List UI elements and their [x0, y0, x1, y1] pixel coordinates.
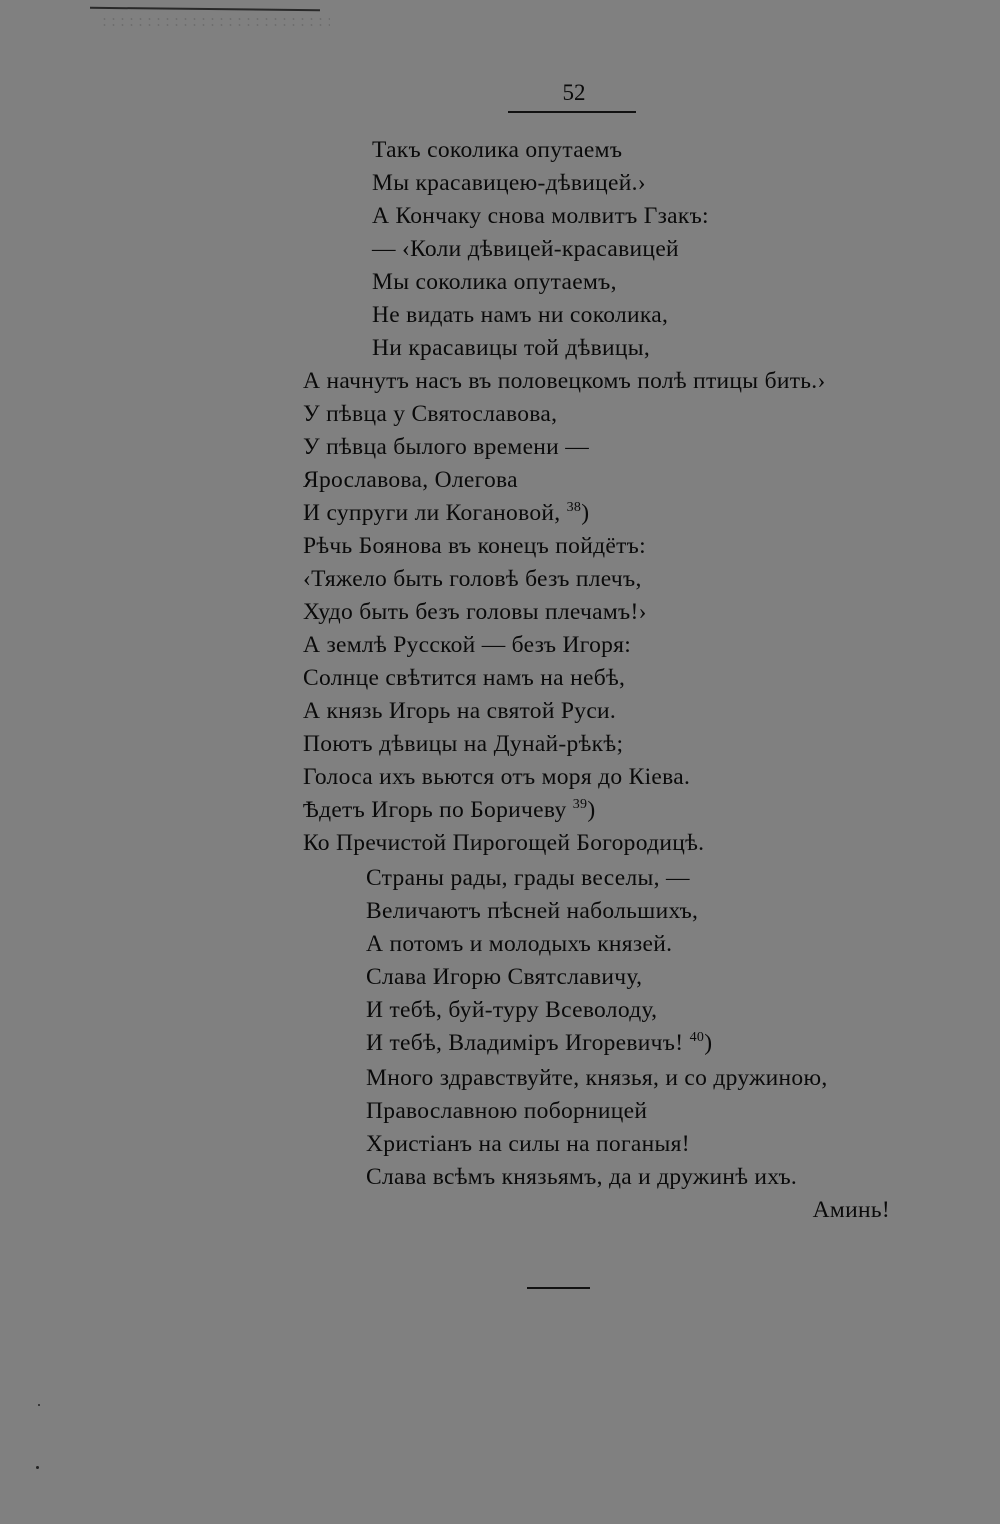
- poem-line-text: Такъ соколика опутаемъ: [372, 137, 623, 163]
- poem-line: [813, 1194, 890, 1226]
- poem-line-text: Ѣдетъ Игорь по Боричеву: [303, 797, 567, 823]
- poem-line-text: А потомъ и молодыхъ князей.: [366, 931, 673, 957]
- poem-line-text: Страны рады, грады веселы, —: [366, 865, 690, 891]
- poem-line-text: Ни красавицы той дѣвицы,: [372, 335, 651, 361]
- poem-line-text: Христіанъ на силы на поганыя!: [366, 1131, 690, 1157]
- poem-line: [366, 1062, 828, 1094]
- poem-line: [372, 299, 668, 331]
- poem-line: [366, 895, 698, 927]
- poem-line: [366, 961, 642, 993]
- end-rule: [527, 1287, 590, 1289]
- poem-line-text: Не видать намъ ни соколика,: [372, 302, 669, 328]
- poem-line-text: И тебѣ, Владиміръ Игоревичъ!: [366, 1030, 684, 1056]
- poem-line-text: А начнутъ насъ въ половецкомъ полѣ птицы бить.›: [303, 368, 826, 394]
- header-rule: [508, 111, 636, 113]
- poem-line: Ѣдетъ Игорь по Боричеву $^{39}$): [303, 797, 596, 823]
- poem-line: [303, 596, 647, 628]
- poem-line: [303, 530, 646, 562]
- poem-line: [303, 563, 642, 595]
- poem-line-text: Много здравствуйте, князья, и со дружиною,: [366, 1065, 828, 1091]
- poem-line: [372, 167, 646, 199]
- poem-line: [303, 629, 631, 661]
- poem-line-text: У пѣвца у Святославова,: [303, 401, 558, 427]
- poem-line-text: Величаютъ пѣсней набольшихъ,: [366, 898, 699, 924]
- poem-line-text: А Кончаку снова молвитъ Гзакъ:: [372, 203, 709, 229]
- poem-line: И супруги ли Когановой, $^{38}$): [303, 500, 590, 526]
- poem-line: [372, 332, 650, 364]
- page-number: 52: [562, 80, 586, 105]
- poem-line-text: Ярославова, Олегова: [303, 467, 518, 493]
- footnote-ref: 39: [572, 797, 588, 812]
- poem-line-text: Солнце свѣтится намъ на небѣ,: [303, 665, 626, 691]
- poem-line: [366, 862, 690, 894]
- footnote-ref: 40: [689, 1030, 705, 1045]
- poem-line: [366, 994, 657, 1026]
- poem-line: [303, 398, 557, 430]
- poem-line: [303, 728, 623, 760]
- scan-speck: [38, 1404, 40, 1406]
- poem-line: [372, 134, 622, 166]
- poem-line-text: Мы соколика опутаемъ,: [372, 269, 617, 295]
- poem-line: [303, 365, 826, 397]
- poem-line: [366, 1128, 690, 1160]
- poem-line-text: ‹Тяжело быть головѣ безъ плечъ,: [303, 566, 642, 592]
- scan-noise: [100, 16, 330, 30]
- poem-line: [366, 1095, 647, 1127]
- poem-line-text: А князь Игорь на святой Руси.: [303, 698, 617, 724]
- poem-line: [372, 233, 679, 265]
- poem-line-text: И супруги ли Когановой,: [303, 500, 561, 526]
- poem-line-text: Православною поборницей: [366, 1098, 648, 1124]
- poem-line: [303, 431, 589, 463]
- scan-speck: [36, 1466, 39, 1469]
- poem-line-text: Рѣчь Боянова въ конецъ пойдётъ:: [303, 533, 646, 559]
- poem-line-text: У пѣвца былого времени —: [303, 434, 590, 460]
- poem-line: [303, 662, 625, 694]
- poem-line-text: Слава всѣмъ князьямъ, да и дружинѣ ихъ.: [366, 1164, 798, 1190]
- poem-line: И тебѣ, Владиміръ Игоревичъ! $^{40}$): [366, 1030, 713, 1056]
- poem-line: [303, 695, 616, 727]
- poem-line-text: А землѣ Русской — безъ Игоря:: [303, 632, 632, 658]
- scan-edge-line: [90, 7, 320, 11]
- poem-line: [303, 761, 690, 793]
- poem-line-text: Голоса ихъ вьются отъ моря до Кіева.: [303, 764, 691, 790]
- poem-line-text: Ко Пречистой Пирогощей Богородицѣ.: [303, 830, 705, 856]
- poem-line-text: Аминь!: [812, 1197, 890, 1223]
- poem-line: [303, 464, 518, 496]
- poem-line-text: Слава Игорю Святславичу,: [366, 964, 643, 990]
- poem-line-text: И тебѣ, буй-туру Всеволоду,: [366, 997, 658, 1023]
- poem-line: [372, 266, 617, 298]
- poem-line-text: Поютъ дѣвицы на Дунай-рѣкѣ;: [303, 731, 624, 757]
- footnote-ref: 38: [566, 500, 582, 515]
- poem-line: [366, 928, 672, 960]
- poem-line: [366, 1161, 797, 1193]
- poem-line: [372, 200, 709, 232]
- poem-line: [303, 827, 704, 859]
- poem-line-text: Мы красавицею-дѣвицей.›: [372, 170, 646, 196]
- poem-line-text: Худо быть безъ головы плечамъ!›: [303, 599, 647, 625]
- poem-line-text: — ‹Коли дѣвицей-красавицей: [372, 236, 679, 262]
